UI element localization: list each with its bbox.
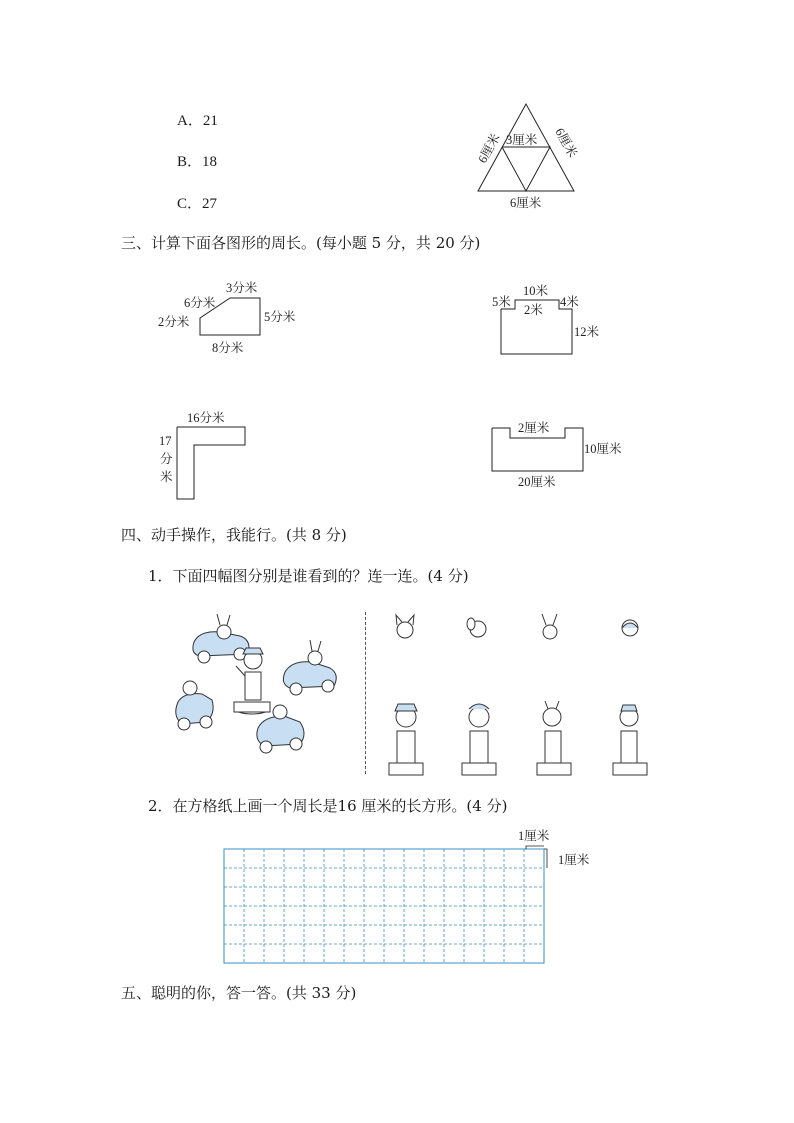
cat-head-icon <box>396 615 414 638</box>
toy-scene-illustration <box>160 610 360 775</box>
triangle-figure <box>460 96 610 216</box>
triangle-right-label: 6厘米 <box>552 125 580 160</box>
option-c <box>177 192 217 213</box>
option-b-letter: B． <box>177 154 203 170</box>
officer-side-view-left <box>537 701 571 775</box>
shape3-top-label: 16分米 <box>187 411 225 425</box>
animal-heads-row <box>385 610 655 650</box>
grid-paper[interactable] <box>224 826 614 966</box>
option-c-value: 27 <box>202 196 218 212</box>
officer-side-view-right <box>613 705 647 775</box>
shape2-top-label: 10米 <box>523 284 549 298</box>
shape4-notched-rect <box>480 412 640 497</box>
shape3-left-label-3: 米 <box>160 470 173 484</box>
option-b-value: 18 <box>202 154 218 170</box>
section4-question-1: 1．下面四幅图分别是谁看到的？连一连。(4 分) <box>148 567 469 585</box>
shape2-notch-label: 2米 <box>524 303 543 317</box>
shape1-bottom-label: 8分米 <box>212 341 244 355</box>
rabbit-head-icon <box>542 614 557 639</box>
option-b <box>177 150 217 171</box>
divider-line <box>365 612 366 774</box>
shape3-l-shape <box>150 405 270 505</box>
shape2-left-label: 5米 <box>492 295 511 309</box>
shape1-slant-label: 6分米 <box>184 296 216 310</box>
grid-unit-width-label: 1厘米 <box>518 829 550 843</box>
officer-back-view <box>462 704 496 775</box>
option-a-value: 21 <box>202 113 218 129</box>
shape3-left-label-2: 分 <box>160 452 173 466</box>
shape1-right-label: 5分米 <box>264 310 296 324</box>
shape1-top-label: 3分米 <box>226 281 258 295</box>
grid-unit-height-label: 1厘米 <box>558 853 590 867</box>
shape1-trapezoid <box>150 275 320 365</box>
helmet-head-icon <box>622 620 638 636</box>
shape2-right-label: 4米 <box>560 295 579 309</box>
shape4-notch-label: 2厘米 <box>518 421 550 435</box>
shape1-left-label: 2分米 <box>158 315 190 329</box>
shape4-right-label: 10厘米 <box>584 442 622 456</box>
dog-head-icon <box>467 618 486 637</box>
section4-question-2: 2．在方格纸上画一个周长是16 厘米的长方形。(4 分) <box>148 797 508 815</box>
section5-heading: 五、聪明的你，答一答。(共 33 分) <box>121 984 357 1002</box>
option-a <box>177 109 218 130</box>
section4-heading: 四、动手操作，我能行。(共 8 分) <box>121 526 347 544</box>
shape4-bottom-label: 20厘米 <box>518 475 556 489</box>
officer-front-view <box>389 704 423 775</box>
shape3-left-label-1: 17 <box>159 434 172 448</box>
triangle-left-label: 6厘米 <box>475 131 503 166</box>
shape2-notched-rect <box>480 278 630 368</box>
section3-heading: 三、计算下面各图形的周长。(每小题 5 分，共 20 分) <box>121 234 481 252</box>
shape2-side-label: 12米 <box>574 325 600 339</box>
option-c-letter: C． <box>177 196 203 212</box>
officer-views-row <box>385 695 655 777</box>
option-a-letter: A． <box>177 113 203 129</box>
triangle-bottom-label: 6厘米 <box>510 196 542 210</box>
triangle-top-label: 3厘米 <box>506 133 538 147</box>
